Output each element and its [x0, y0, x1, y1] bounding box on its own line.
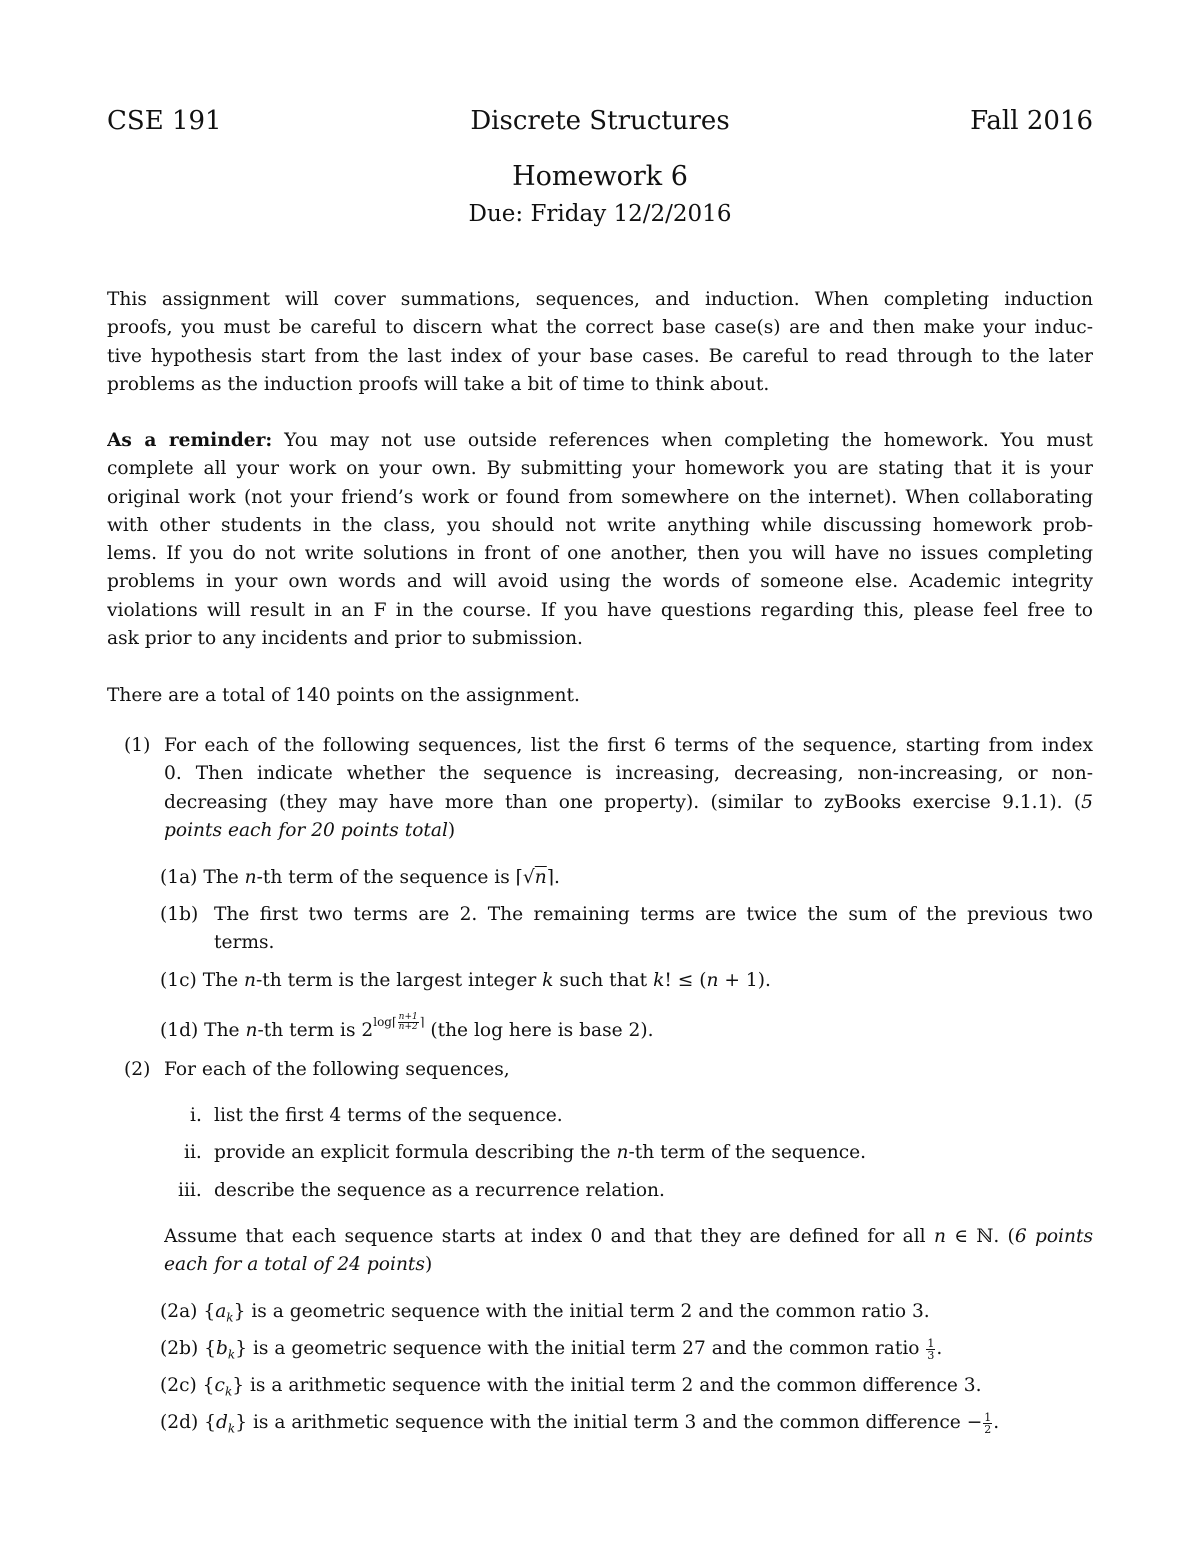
- part-2b: (2b) $\{b_k\}$ is a geometric sequence with the initial term 27 and the common ratio $\frac{1}{3}$ .: [160, 1336, 943, 1362]
- step-i: list the first 4 terms of the sequence.: [214, 1105, 563, 1126]
- part-1b-label: (1b): [160, 904, 199, 925]
- part-label: (2b): [160, 1338, 199, 1359]
- part-label: (2a): [160, 1301, 198, 1322]
- reminder-line: ask prior to any incidents and prior to submission.: [107, 628, 583, 650]
- part-text: The: [203, 867, 245, 888]
- part-1d: [160, 1008, 654, 1045]
- math-var: d: [216, 1412, 228, 1433]
- part-text: -th term is the largest integer: [255, 970, 543, 991]
- part-text: ! ≤ (: [664, 970, 707, 991]
- reminder-text: You may not use outside references when completing the homework. You must: [284, 430, 1093, 451]
- step-iii: describe the sequence as a recurrence relation.: [214, 1180, 665, 1201]
- part-text: .: [993, 1412, 1000, 1433]
- step-ii: [214, 1139, 866, 1167]
- part-text: is a geometric sequence with the initial term 27 and the common ratio: [247, 1338, 926, 1359]
- course-term: Fall 2016: [970, 106, 1093, 136]
- part-2d: (2d) $\{d_k\}$ is a arithmetic sequence with the initial term 3 and the common difference − $\frac{1}{2}$ .: [160, 1410, 1000, 1436]
- part-text: such that: [553, 970, 654, 991]
- step-iii-label: iii.: [178, 1180, 202, 1201]
- part-text: .: [554, 867, 560, 888]
- part-label: (1d): [160, 1020, 199, 1041]
- part-label: (2c): [160, 1375, 197, 1396]
- math-var: n: [244, 867, 257, 888]
- fraction-numerator: n+1: [398, 1012, 418, 1022]
- math-var: k: [542, 970, 554, 991]
- fraction-denominator: 3: [927, 1348, 935, 1362]
- problem-line: [164, 817, 1093, 845]
- fraction: [926, 1338, 935, 1361]
- problem-1-text: [164, 732, 1093, 845]
- assume-line: [164, 1251, 1093, 1279]
- math-var: c: [214, 1375, 225, 1396]
- fraction-numerator: 1: [927, 1336, 935, 1350]
- exponent: log⌈ n+1 n+2 ⌉: [373, 1012, 425, 1032]
- intro-paragraph: [107, 286, 1093, 399]
- intro-line: proofs, you must be careful to discern what the correct base case(s) are and then make your induc-: [107, 317, 1093, 339]
- step-i-label: i.: [190, 1105, 202, 1126]
- reminder-label: As a reminder:: [107, 430, 273, 451]
- part-text: is a arithmetic sequence with the initial term 3 and the common difference −: [247, 1412, 983, 1433]
- part-text: The: [202, 970, 244, 991]
- reminder-line: violations will result in an F in the course. If you have questions regarding this, please feel free to: [107, 599, 1093, 621]
- math-var: n: [245, 1020, 258, 1041]
- assume-points: 6 points: [1014, 1226, 1093, 1247]
- math-var: b: [216, 1338, 228, 1359]
- part-text: + 1).: [718, 970, 771, 991]
- intro-line: tive hypothesis start from the last index of your base cases. Be careful to read through to the later: [107, 345, 1093, 367]
- intro-line: problems as the induction proofs will take a bit of time to think about.: [107, 373, 770, 395]
- part-2c: (2c) $\{c_k\}$ is a arithmetic sequence with the initial term 2 and the common difference 3.: [160, 1375, 982, 1399]
- assume-line: [164, 1223, 1093, 1251]
- part-line: The first two terms are 2. The remaining terms are twice the sum of the previous two: [214, 904, 1093, 925]
- reminder-line: lems. If you do not write solutions in front of one another, then you will have no issues completing: [107, 543, 1093, 565]
- total-points: There are a total of 140 points on the assignment.: [107, 685, 580, 706]
- problem-2-label: (2): [124, 1059, 151, 1080]
- fraction-numerator: 1: [984, 1410, 992, 1424]
- problem-2-intro: For each of the following sequences,: [164, 1059, 510, 1080]
- problem-line-text: decreasing (they may have more than one property). (similar to zyBooks exercise 9.1.1). (: [164, 791, 1082, 813]
- log-text: log: [373, 1015, 392, 1029]
- part-text: -th term is 2: [257, 1020, 374, 1041]
- part-text: (the log here is base 2).: [424, 1020, 654, 1041]
- reminder-line: original work (not your friend’s work or found from somewhere on the internet). When collaborating: [107, 486, 1093, 508]
- course-subject: Discrete Structures: [470, 106, 730, 136]
- part-text: The: [204, 1020, 246, 1041]
- step-text: -th term of the sequence.: [628, 1142, 867, 1163]
- part-text: is a geometric sequence with the initial term 2 and the common ratio 3.: [245, 1301, 930, 1322]
- reminder-line: problems in your own words and will avoid using the words of someone else. Academic integrity: [107, 571, 1093, 593]
- problem-line: [164, 789, 1093, 817]
- assume-points: each for a total of 24 points: [164, 1254, 425, 1276]
- reminder-line: with other students in the class, you should not write anything while discussing homework prob-: [107, 514, 1093, 536]
- intro-line: This assignment will cover summations, sequences, and induction. When completing induction: [107, 289, 1093, 310]
- course-code: CSE 191: [107, 106, 222, 136]
- reminder-paragraph: [107, 427, 1093, 653]
- part-2a: (2a) $\{a_k\}$ is a geometric sequence with the initial term 2 and the common ratio 3.: [160, 1301, 930, 1325]
- problem-line: For each of the following sequences, list the first 6 terms of the sequence, starting from index: [164, 735, 1093, 756]
- step-ii-label: ii.: [184, 1142, 202, 1163]
- assume-text: Assume that each sequence starts at index 0 and that they are defined for all: [164, 1226, 934, 1247]
- problem-points-text: points each for 20 points total: [164, 819, 448, 841]
- part-label: (1c): [160, 970, 197, 991]
- fraction-denominator: 2: [984, 1422, 992, 1436]
- part-text: .: [936, 1338, 943, 1359]
- part-text: -th term of the sequence is: [256, 867, 516, 888]
- assume-text: ∈ ℕ. (: [945, 1226, 1015, 1247]
- problem-line: 0. Then indicate whether the sequence is increasing, decreasing, non-increasing, or non-: [164, 763, 1093, 785]
- part-1a: [160, 864, 560, 892]
- math-var: n: [616, 1142, 629, 1163]
- problem-points-number: 5: [1081, 791, 1093, 813]
- math-var: n: [534, 867, 547, 888]
- fraction-denominator: n+2: [398, 1022, 418, 1032]
- math-var: a: [215, 1301, 227, 1322]
- math-var: n: [243, 970, 256, 991]
- fraction: [983, 1412, 992, 1435]
- math-var: n: [933, 1226, 946, 1247]
- paren-close: ): [447, 819, 456, 841]
- math-var: n: [706, 970, 719, 991]
- part-1c: [160, 967, 771, 995]
- part-label: (2d): [160, 1412, 199, 1433]
- part-1b: [214, 901, 1093, 958]
- step-text: provide an explicit formula describing the: [214, 1142, 617, 1163]
- math-var: k: [653, 970, 665, 991]
- paren-close: ): [424, 1254, 433, 1276]
- ceil-sqrt-expression: ⌈√n⌉: [515, 867, 555, 888]
- page-title: Homework 6: [512, 161, 688, 192]
- reminder-line: complete all your work on your own. By submitting your homework you are stating that it is your: [107, 458, 1093, 480]
- part-line: terms.: [214, 932, 275, 954]
- fraction: [398, 1013, 419, 1032]
- due-date: Due: Friday 12/2/2016: [468, 201, 732, 227]
- problem-1-label: (1): [124, 735, 151, 756]
- part-label: (1a): [160, 867, 198, 888]
- problem-2-assumption: [164, 1223, 1093, 1280]
- reminder-line: [107, 427, 1093, 455]
- part-text: is a arithmetic sequence with the initial term 2 and the common difference 3.: [244, 1375, 982, 1396]
